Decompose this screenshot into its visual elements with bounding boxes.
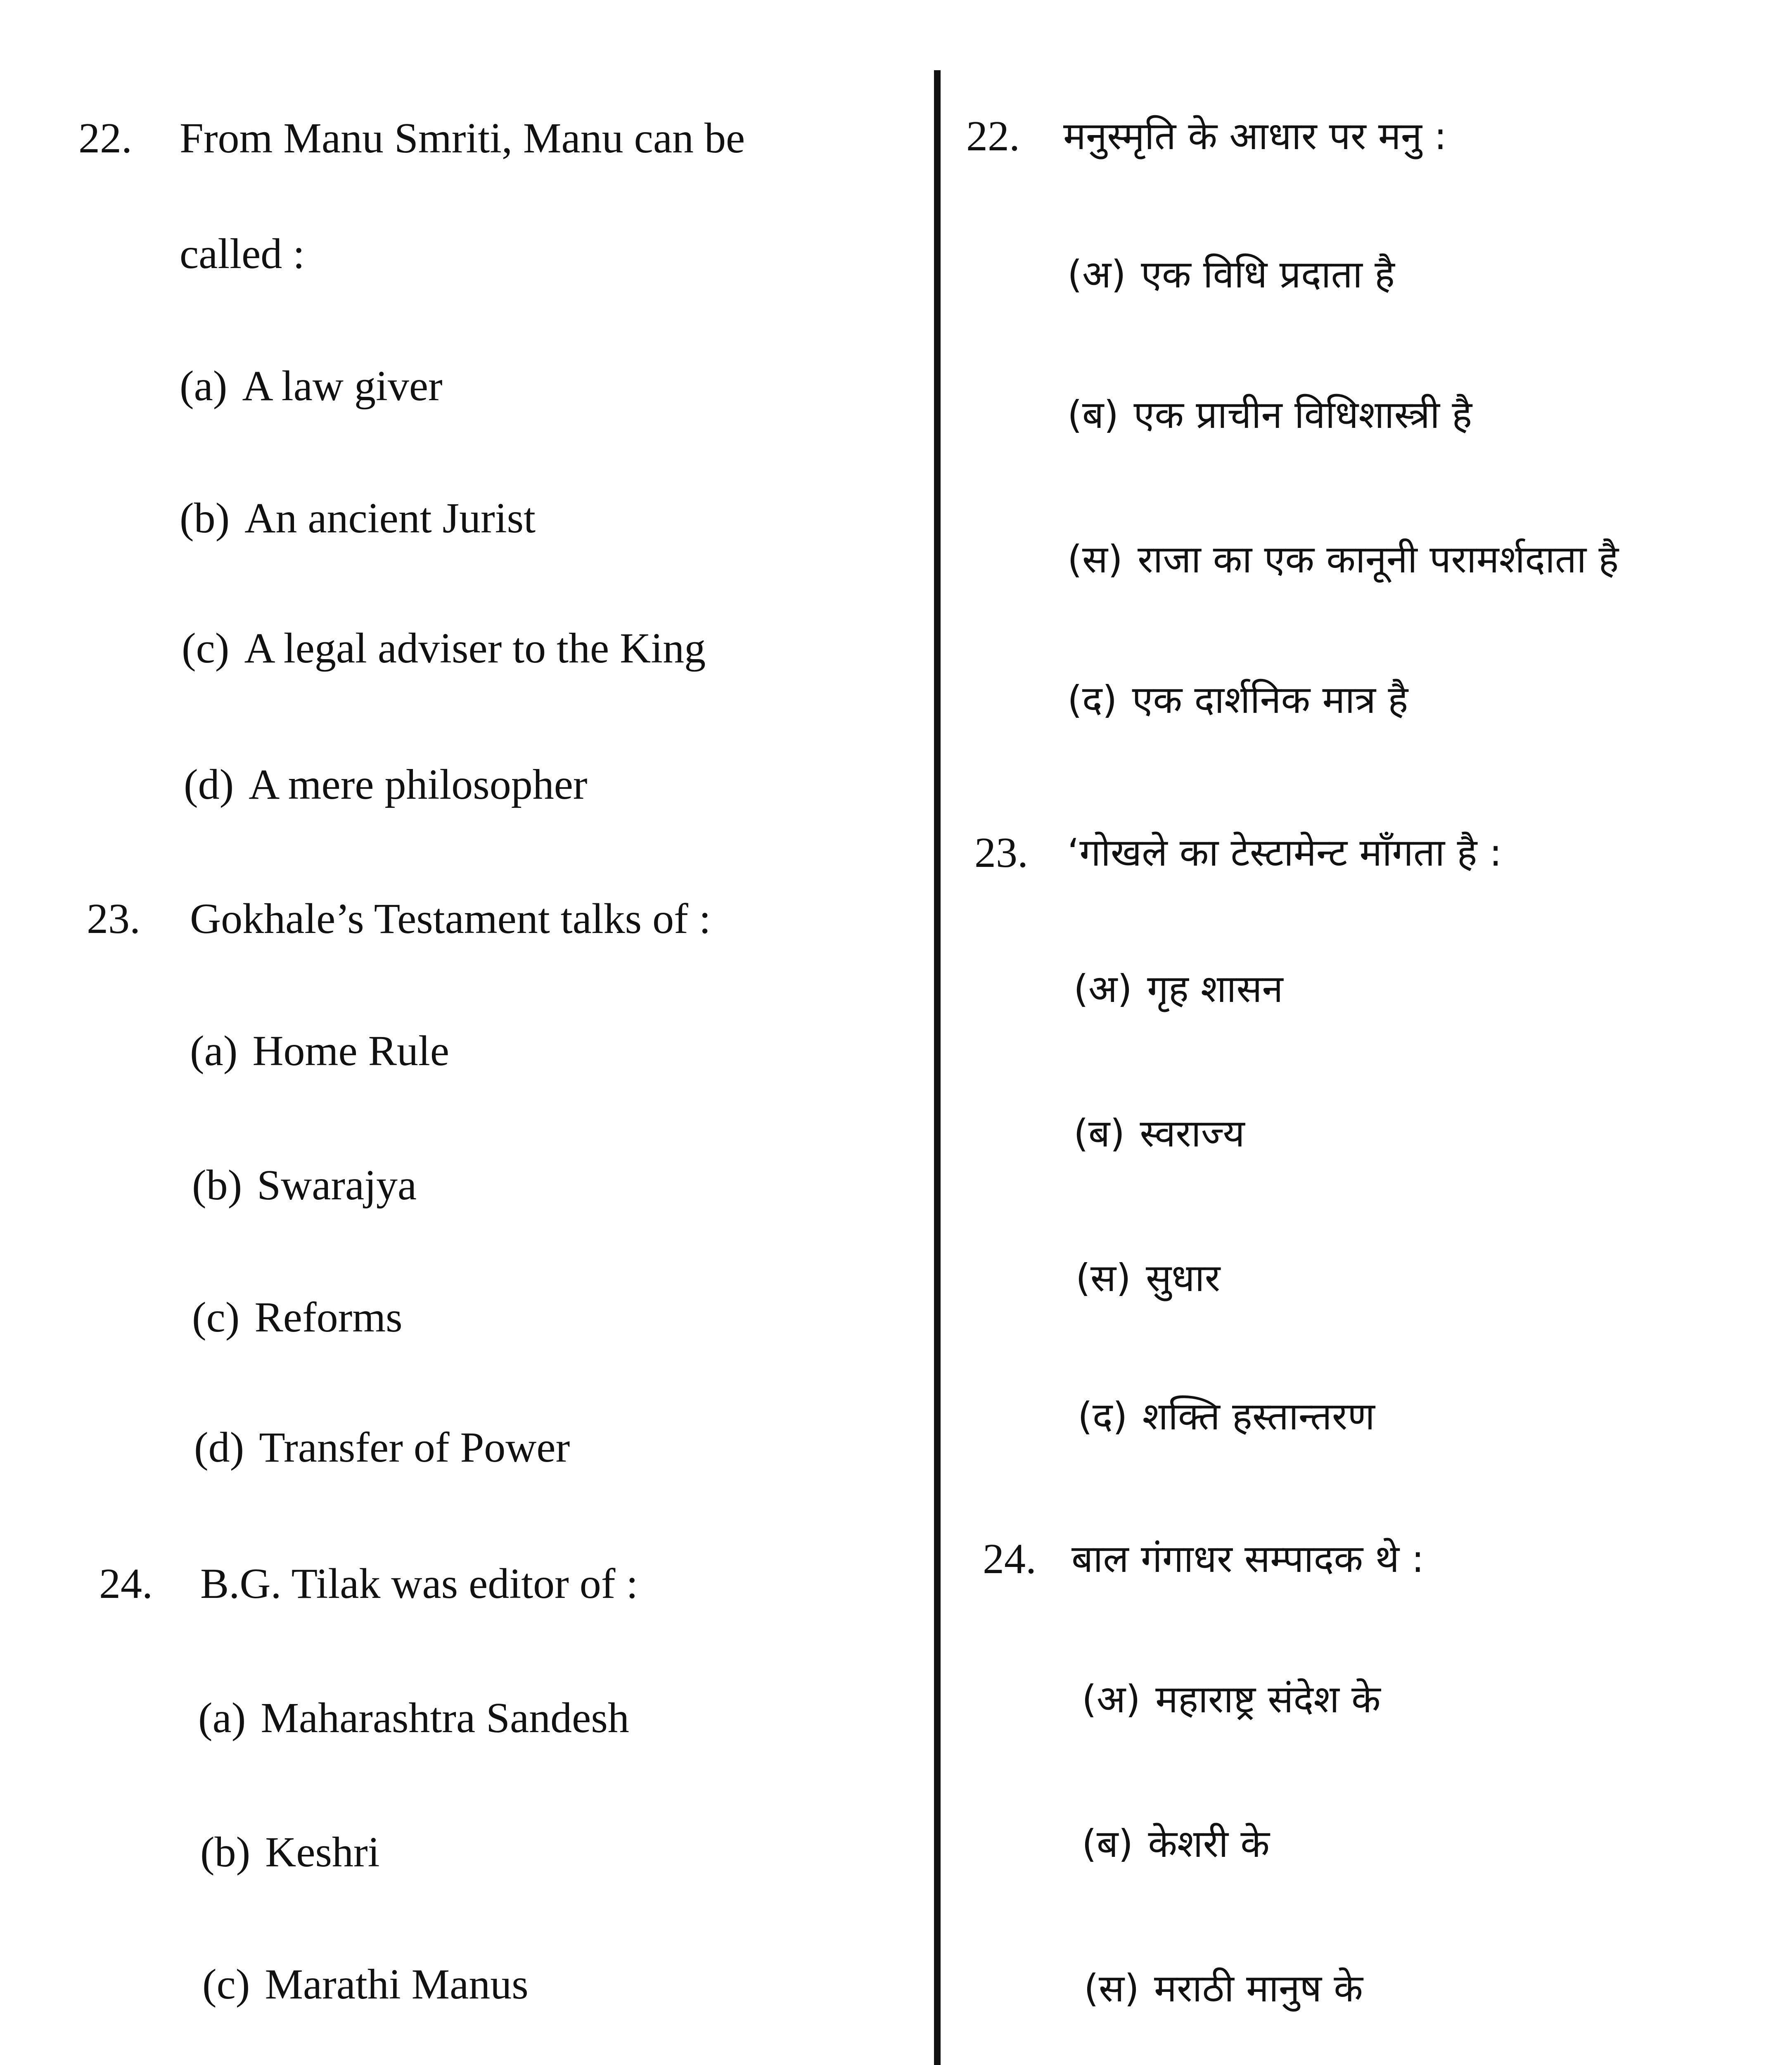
option-label: (अ): [1067, 252, 1126, 297]
option-label: (b): [180, 494, 230, 542]
option-label: (स): [1076, 1256, 1131, 1300]
option-a: [1082, 1673, 1381, 1726]
option-b: [180, 491, 536, 545]
question-number: 23.: [87, 895, 140, 942]
option-label: (द): [1067, 678, 1117, 722]
option-d: [184, 758, 588, 812]
option-text: A law giver: [242, 362, 443, 410]
option-text: Home Rule: [252, 1027, 450, 1075]
option-text: शक्ति हस्तान्तरण: [1142, 1394, 1375, 1438]
option-text: एक दार्शनिक मात्र है: [1132, 678, 1408, 722]
question-number: 24.: [99, 1560, 153, 1607]
option-label: (a): [190, 1027, 238, 1075]
question-stem-continued: called :: [180, 230, 305, 278]
option-text: Reforms: [254, 1294, 403, 1341]
option-text: A mere philosopher: [249, 761, 588, 808]
option-label: (अ): [1074, 967, 1133, 1011]
option-c: [202, 1958, 529, 2011]
option-c: [182, 622, 706, 675]
question-stem: मनुस्मृति के आधार पर मनु :: [1063, 114, 1447, 158]
option-label: (अ): [1082, 1677, 1141, 1721]
option-a: [198, 1691, 629, 1745]
option-text: सुधार: [1145, 1256, 1221, 1300]
option-b: [192, 1158, 417, 1212]
option-text: महाराष्ट्र संदेश के: [1155, 1677, 1381, 1721]
option-c: [1067, 533, 1619, 586]
option-label: (b): [192, 1161, 242, 1209]
option-c: [192, 1291, 403, 1344]
option-label: (c): [192, 1294, 240, 1341]
option-a: [1074, 962, 1283, 1016]
option-text: A legal adviser to the King: [244, 624, 706, 672]
option-text: केशरी के: [1148, 1822, 1270, 1866]
option-text: An ancient Jurist: [244, 494, 536, 542]
option-label: (b): [200, 1828, 251, 1876]
question-stem: बाल गंगाधर सम्पादक थे :: [1071, 1537, 1425, 1581]
option-text: एक प्राचीन विधिशास्त्री है: [1133, 393, 1472, 437]
option-c: [1076, 1251, 1220, 1305]
question-number: 23.: [974, 829, 1028, 876]
option-label: (ब): [1074, 1111, 1125, 1156]
option-a: [1067, 248, 1395, 301]
option-b: [1082, 1817, 1270, 1871]
option-label: (c): [182, 624, 230, 672]
option-label: (d): [184, 761, 234, 808]
option-text: गृह शासन: [1147, 967, 1283, 1011]
question-stem: Gokhale’s Testament talks of :: [190, 895, 711, 942]
question-number: 22.: [966, 112, 1020, 160]
option-text: Keshri: [265, 1828, 380, 1876]
option-label: (द): [1078, 1394, 1128, 1438]
option-text: Swarajya: [257, 1161, 417, 1209]
option-text: मराठी मानुष के: [1154, 1966, 1363, 2010]
question-stem: ‘गोखले का टेस्टामेन्ट माँगता है :: [1067, 831, 1502, 875]
option-d: [1067, 673, 1408, 727]
option-label: (स): [1067, 537, 1123, 582]
option-label: (d): [194, 1424, 244, 1471]
option-d: [194, 1421, 570, 1474]
option-text: एक विधि प्रदाता है: [1141, 252, 1395, 297]
question-stem: B.G. Tilak was editor of :: [200, 1560, 638, 1607]
option-d: [1078, 1390, 1375, 1443]
option-label: (c): [202, 1961, 250, 2008]
option-a: [180, 359, 443, 413]
option-label: (a): [198, 1694, 246, 1742]
option-text: Maharashtra Sandesh: [261, 1694, 629, 1742]
option-label: (स): [1084, 1966, 1139, 2010]
question-number: 24.: [983, 1535, 1036, 1583]
option-label: (ब): [1067, 393, 1119, 437]
option-text: Transfer of Power: [259, 1424, 570, 1471]
option-text: राजा का एक कानूनी परामर्शदाता है: [1137, 537, 1619, 582]
option-b: [200, 1825, 380, 1879]
option-label: (a): [180, 362, 228, 410]
option-a: [190, 1024, 449, 1078]
question-number: 22.: [78, 114, 132, 162]
option-b: [1074, 1107, 1245, 1161]
option-label: (ब): [1082, 1822, 1133, 1866]
option-text: Marathi Manus: [265, 1961, 529, 2008]
question-stem: From Manu Smriti, Manu can be: [180, 114, 745, 162]
option-text: स्वराज्य: [1140, 1111, 1245, 1156]
option-b: [1067, 388, 1472, 442]
option-c: [1084, 1962, 1363, 2015]
column-divider: [934, 70, 941, 2065]
